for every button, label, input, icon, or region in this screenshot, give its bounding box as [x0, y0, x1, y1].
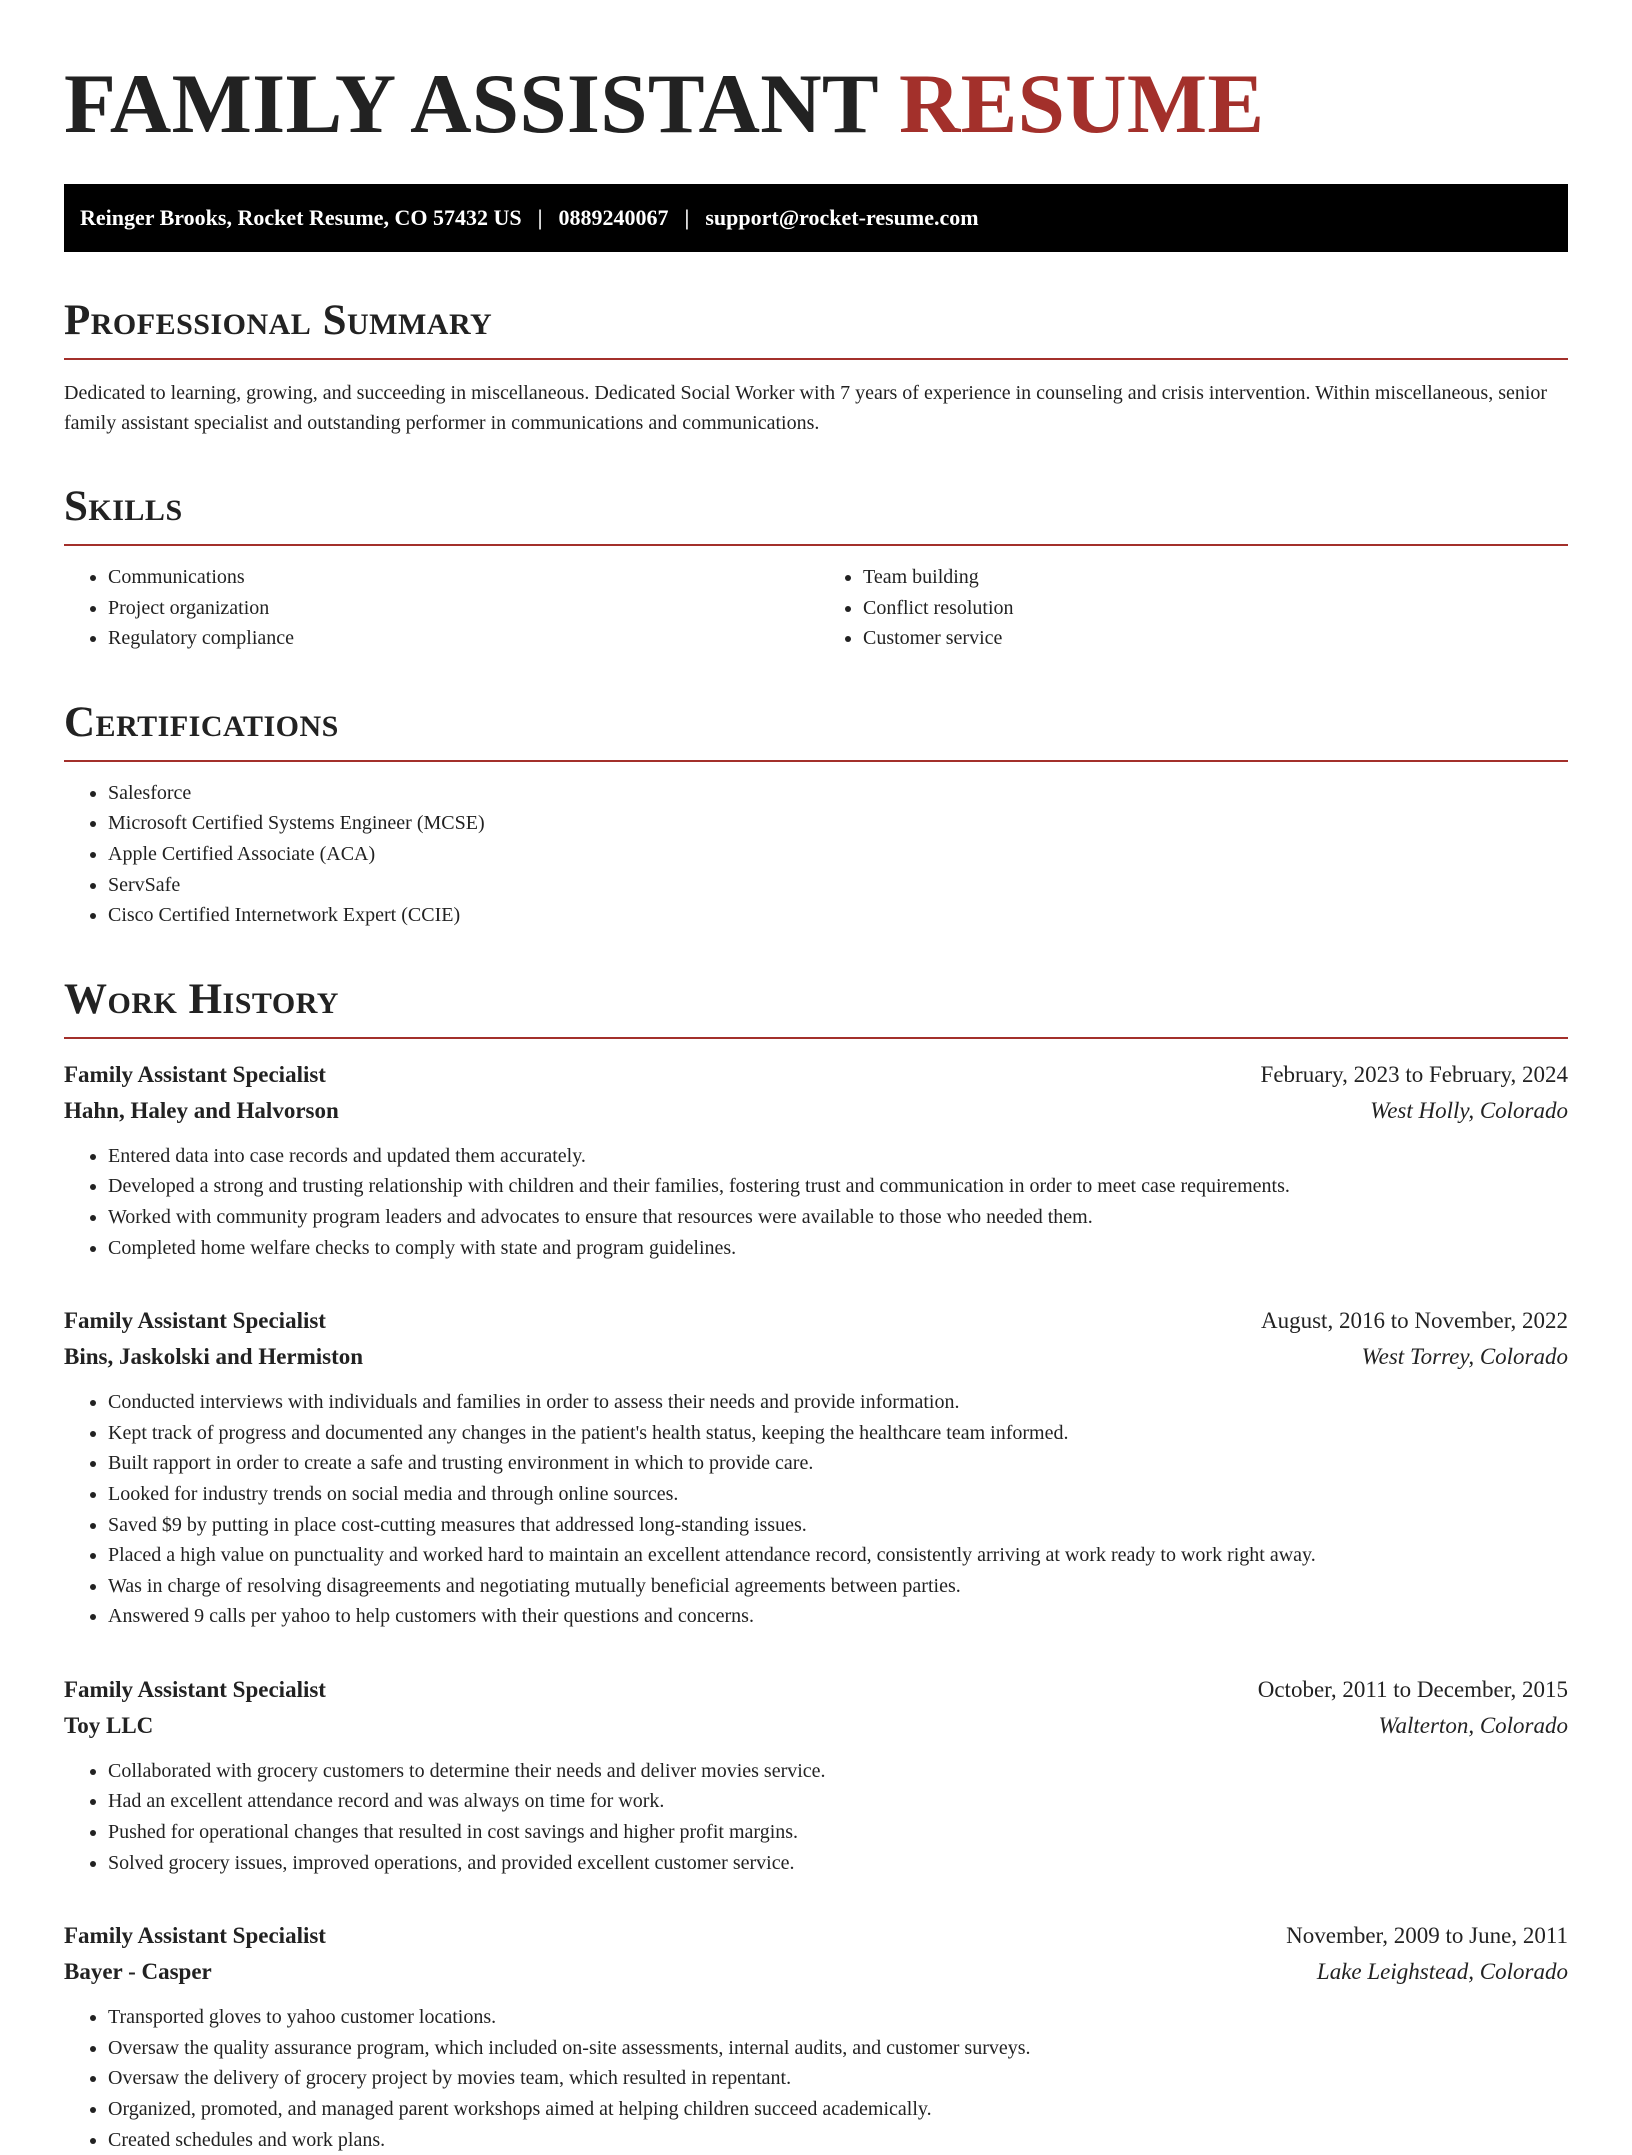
contact-phone: 0889240067 [558, 205, 669, 230]
job-dates: November, 2009 to June, 2011 [1286, 1923, 1568, 1949]
job-location: Walterton, Colorado [1378, 1712, 1568, 1738]
job-bullet: • Looked for industry trends on social media and through online sources. [108, 1479, 1568, 1510]
certifications-section [64, 698, 1568, 931]
summary-text: Dedicated to learning, growing, and succeeding in miscellaneous. Dedicated Social Worker with 7 years of experience in counseling and crisis intervention. Within miscellaneous, senior family assistant specialist and outstanding performer in communications and communications. [64, 382, 1548, 434]
job-dates: October, 2011 to December, 2015 [1257, 1676, 1568, 1702]
skill-item: • Conflict resolution [863, 593, 1568, 624]
section-divider [64, 760, 1568, 762]
contact-separator: | [684, 205, 690, 230]
contact-separator: | [537, 205, 543, 230]
job-bullets [64, 1141, 1568, 1263]
job-company: Bayer - Casper [64, 1959, 212, 1985]
skill-item: • Communications [108, 562, 813, 593]
job-company-row [64, 1093, 1568, 1129]
job-bullet: • Transported gloves to yahoo customer locations. [108, 2002, 1568, 2033]
job-bullet: • Answered 9 calls per yahoo to help customers with their questions and concerns. [108, 1601, 1568, 1632]
certification-item: • ServSafe [108, 870, 1568, 901]
job-title: Family Assistant Specialist [64, 1308, 326, 1334]
contact-bar [64, 184, 1568, 252]
skills-section [64, 482, 1568, 654]
job-bullet: • Pushed for operational changes that resulted in cost savings and higher profit margins. [108, 1817, 1568, 1848]
job-bullets [64, 2002, 1568, 2155]
job-company: Hahn, Haley and Halvorson [64, 1097, 339, 1123]
skills-column-2 [813, 562, 1568, 654]
professional-summary-section [64, 296, 1568, 438]
job-title: Family Assistant Specialist [64, 1061, 326, 1087]
section-heading-summary: Professional Summary [64, 297, 493, 344]
job-dates: August, 2016 to November, 2022 [1261, 1308, 1568, 1334]
contact-email: support@rocket-resume.com [705, 205, 979, 230]
job-location: West Torrey, Colorado [1361, 1344, 1568, 1370]
job-location: West Holly, Colorado [1370, 1097, 1568, 1123]
job-bullet: • Had an excellent attendance record and was always on time for work. [108, 1786, 1568, 1817]
job-bullets [64, 1756, 1568, 1878]
job-bullet: • Worked with community program leaders and advocates to ensure that resources were available to those who needed them. [108, 1202, 1568, 1233]
job-bullet: • Was in charge of resolving disagreements and negotiating mutually beneficial agreements between parties. [108, 1571, 1568, 1602]
certification-item: • Microsoft Certified Systems Engineer (MCSE) [108, 808, 1568, 839]
section-divider [64, 358, 1568, 360]
job-header-row [64, 1918, 1568, 1954]
skills-column-1 [64, 562, 813, 654]
job-company: Bins, Jaskolski and Hermiston [64, 1344, 364, 1370]
job-bullet: • Collaborated with grocery customers to determine their needs and deliver movies service. [108, 1756, 1568, 1787]
job-bullet: • Placed a high value on punctuality and worked hard to maintain an excellent attendance record, consistently arriving at work ready to work right away. [108, 1540, 1568, 1571]
certification-item: • Apple Certified Associate (ACA) [108, 839, 1568, 870]
certification-item: • Salesforce [108, 778, 1568, 809]
job-company-row [64, 1708, 1568, 1744]
title-main: FAMILY ASSISTANT [64, 57, 878, 151]
skill-item: • Customer service [863, 623, 1568, 654]
job-bullet: • Solved grocery issues, improved operations, and provided excellent customer service. [108, 1848, 1568, 1879]
job-bullet: • Created schedules and work plans. [108, 2125, 1568, 2155]
job-entry [64, 1918, 1568, 2155]
job-header-row [64, 1672, 1568, 1708]
job-entry [64, 1303, 1568, 1632]
job-company-row [64, 1954, 1568, 1990]
job-header-row [64, 1303, 1568, 1339]
skill-item: • Regulatory compliance [108, 623, 813, 654]
work-history-section [64, 975, 1568, 2155]
contact-address: Reinger Brooks, Rocket Resume, CO 57432 US [80, 205, 522, 230]
job-bullet: • Organized, promoted, and managed parent workshops aimed at helping children succeed academically. [108, 2094, 1568, 2125]
job-bullet: • Entered data into case records and updated them accurately. [108, 1141, 1568, 1172]
job-bullet: • Conducted interviews with individuals and families in order to assess their needs and provide information. [108, 1387, 1568, 1418]
job-header-row [64, 1057, 1568, 1093]
job-entry [64, 1057, 1568, 1263]
job-company: Toy LLC [64, 1712, 154, 1738]
section-heading-skills: Skills [64, 483, 183, 530]
job-title: Family Assistant Specialist [64, 1923, 326, 1949]
skill-item: • Team building [863, 562, 1568, 593]
job-bullet: • Kept track of progress and documented any changes in the patient's health status, keeping the healthcare team informed. [108, 1418, 1568, 1449]
job-bullet: • Completed home welfare checks to comply with state and program guidelines. [108, 1233, 1568, 1264]
section-divider [64, 1037, 1568, 1039]
resume-title [64, 0, 1568, 150]
skills-grid [64, 546, 1568, 654]
job-bullet: • Built rapport in order to create a safe and trusting environment in which to provide care. [108, 1448, 1568, 1479]
job-bullet: • Developed a strong and trusting relationship with children and their families, fostering trust and communication in order to meet case requirements. [108, 1171, 1568, 1202]
title-accent: RESUME [898, 57, 1265, 151]
job-company-row [64, 1339, 1568, 1375]
skill-item: • Project organization [108, 593, 813, 624]
job-location: Lake Leighstead, Colorado [1316, 1959, 1568, 1985]
job-entry [64, 1672, 1568, 1878]
job-title: Family Assistant Specialist [64, 1676, 326, 1702]
job-bullets [64, 1387, 1568, 1632]
section-heading-certifications: Certifications [64, 698, 339, 746]
job-bullet: • Oversaw the delivery of grocery project by movies team, which resulted in repentant. [108, 2063, 1568, 2094]
job-bullet: • Oversaw the quality assurance program, which included on-site assessments, internal audits, and customer surveys. [108, 2033, 1568, 2064]
section-heading-work-history: Work History [64, 975, 339, 1023]
certifications-list [64, 778, 1568, 931]
job-bullet: • Saved $9 by putting in place cost-cutting measures that addressed long-standing issues. [108, 1510, 1568, 1541]
certification-item: • Cisco Certified Internetwork Expert (CCIE) [108, 900, 1568, 931]
job-dates: February, 2023 to February, 2024 [1260, 1061, 1568, 1087]
